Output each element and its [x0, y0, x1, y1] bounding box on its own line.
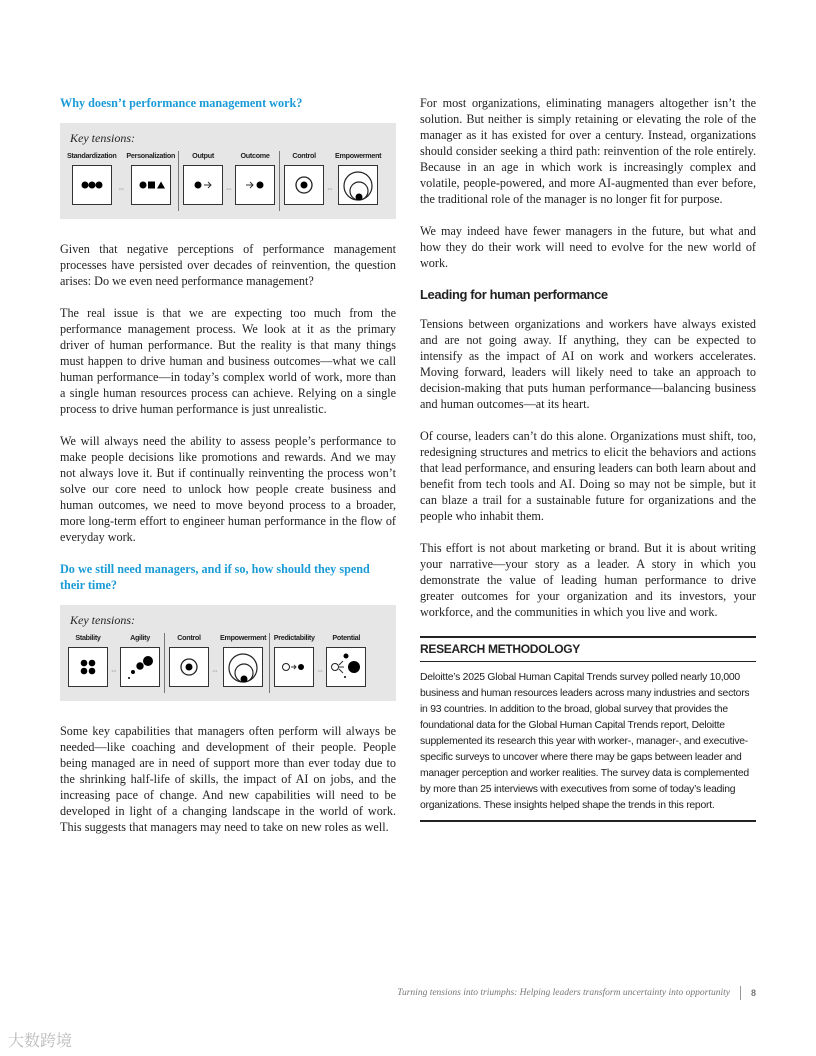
research-methodology-box — [420, 636, 756, 822]
tension-label: Control — [292, 151, 316, 160]
key-tensions-label: Key tensions: — [70, 131, 135, 145]
footer-title: Turning tensions into triumphs: Helping leaders transform uncertainty into opportunity — [397, 988, 730, 998]
key-tensions-diagram — [60, 605, 396, 701]
methodology-title: RESEARCH METHODOLOGY — [420, 638, 756, 662]
shapes-icon — [131, 165, 171, 205]
branching-potential-icon — [326, 647, 366, 687]
divider — [740, 986, 741, 1000]
target-icon — [284, 165, 324, 205]
double-arrow-icon: ⇔ — [211, 665, 219, 675]
nested-circles-icon — [338, 165, 378, 205]
tension-label: Control — [177, 633, 201, 642]
nested-circles-icon — [223, 647, 263, 687]
section-heading: Leading for human performance — [420, 287, 608, 302]
paragraph: This effort is not about marketing or brand. But it is about writing your narrative—your story as a leader. A story in which you demonstrate the value of leading human performance to drive greater outcomes for your organization and its investors, your workforce, and the communities in which you live and work. — [420, 541, 756, 619]
arrow-dot-icon — [235, 165, 275, 205]
target-icon — [169, 647, 209, 687]
double-arrow-icon: ⇔ — [117, 183, 126, 193]
paragraph: We will always need the ability to assess people’s performance to make people decisions like promotions and rewards. And we may not always love it. But if continually reinventing the process won’t solve our core need to unlock how people create business and human outcomes, we need to move beyond process to a broader, more long-term effort to engineer human performance in the flow of everyday work. — [60, 434, 396, 544]
tension-label: Personalization — [126, 151, 176, 160]
section-heading: Why doesn’t performance management work? — [60, 96, 303, 110]
double-arrow-icon: ⇔ — [326, 183, 335, 193]
tension-label: Outcome — [240, 151, 270, 160]
right-column — [420, 95, 756, 822]
paragraph: Some key capabilities that managers often perform will always be needed—like coaching and development of their people. People being managed are in need of support more than ever today due to the shrinking half-life of skills, the impact of AI on jobs, and the increasing pace of change. And new capabilities will need to be developed in light of a changing landscape in the world of work. This suggests that managers may need to take on new roles as well. — [60, 724, 396, 834]
tension-label: Predictability — [273, 633, 315, 642]
tension-label: Agility — [130, 633, 150, 642]
tension-label: Stability — [75, 633, 101, 642]
paragraph: We may indeed have fewer managers in the future, but what and how they do their work will need to evolve for the new world of work. — [420, 224, 756, 270]
key-tensions-diagram — [60, 123, 396, 219]
paragraph: The real issue is that we are expecting too much from the performance management process. We look at it as the primary driver of human performance. But the reality is that many things must happen to drive human and business outcomes—what we call human performance—in today’s complex world of work, more than a single human resources process can achieve. Relying on a single process to drive human performance is just unrealistic. — [60, 306, 396, 416]
watermark-logo: 大数跨境 — [8, 1031, 73, 1050]
page-number: 8 — [750, 988, 756, 998]
section-heading: Do we still need managers, and if so, how should they spend their time? — [60, 562, 370, 592]
growing-dots-icon — [120, 647, 160, 687]
four-dots-icon — [68, 647, 108, 687]
tension-label: Standardization — [67, 151, 117, 160]
double-arrow-icon: ⇔ — [316, 665, 325, 675]
left-column — [60, 95, 396, 851]
methodology-text: Deloitte’s 2025 Global Human Capital Trends survey polled nearly 10,000 business and human resources leaders across many industries and sectors in 93 countries. In addition to the broad, global survey that provides the foundational data for the Global Human Capital Trends report, Deloitte supplemented its research this year with worker-, manager-, and executive-specific surveys to uncover where there may be gaps between leader and manager perception and worker realities. The survey data is complemented by more than 25 interviews with executives from some of today’s leading organizations. These insights helped shape the trends in this report. — [420, 672, 750, 811]
key-tensions-label: Key tensions: — [70, 613, 135, 627]
paragraph: For most organizations, eliminating managers altogether isn’t the solution. But neither is simply retaining or elevating the role of the manager as it has existed for over a century. Instead, organizations should consider seeking a third path: reinvention of the role entirely. Because in an age in which work is increasingly complex and volatile, people-powered, and more AI-augmented than ever before, the traditional role of the manager is no longer fit for purpose. — [420, 96, 756, 206]
tension-label: Empowerment — [335, 151, 382, 160]
paragraph: Of course, leaders can’t do this alone. Organizations must shift, too, redesigning structures and metrics to elicit the behaviors and actions that lead performance, and ensuring leaders can both learn about and benefit from tech tools and AI. Doing so may not be simple, but it can blaze a trail for a sustainable future for organizations and the people who inhabit them. — [420, 429, 756, 523]
tension-label: Empowerment — [220, 633, 267, 642]
dot-arrow-icon — [183, 165, 223, 205]
tension-label: Potential — [332, 633, 361, 642]
double-arrow-icon: ⇔ — [110, 665, 118, 675]
tension-label: Output — [192, 151, 214, 160]
page-footer — [397, 986, 756, 1000]
paragraph: Tensions between organizations and workers have always existed and are not going away. If anything, they can be expected to intensify as the impact of AI on work and workers accelerates. Moving forward, leaders will likely need to take an approach to decision-making that puts human performance—balancing business and human outcomes—at its heart. — [420, 317, 756, 411]
paragraph: Given that negative perceptions of performance management processes have persisted over decades of reinvention, the question arises: Do we even need performance management? — [60, 242, 396, 288]
three-dots-icon — [72, 165, 112, 205]
double-arrow-icon: ⇔ — [225, 183, 234, 193]
circle-arrow-dot-icon — [274, 647, 314, 687]
